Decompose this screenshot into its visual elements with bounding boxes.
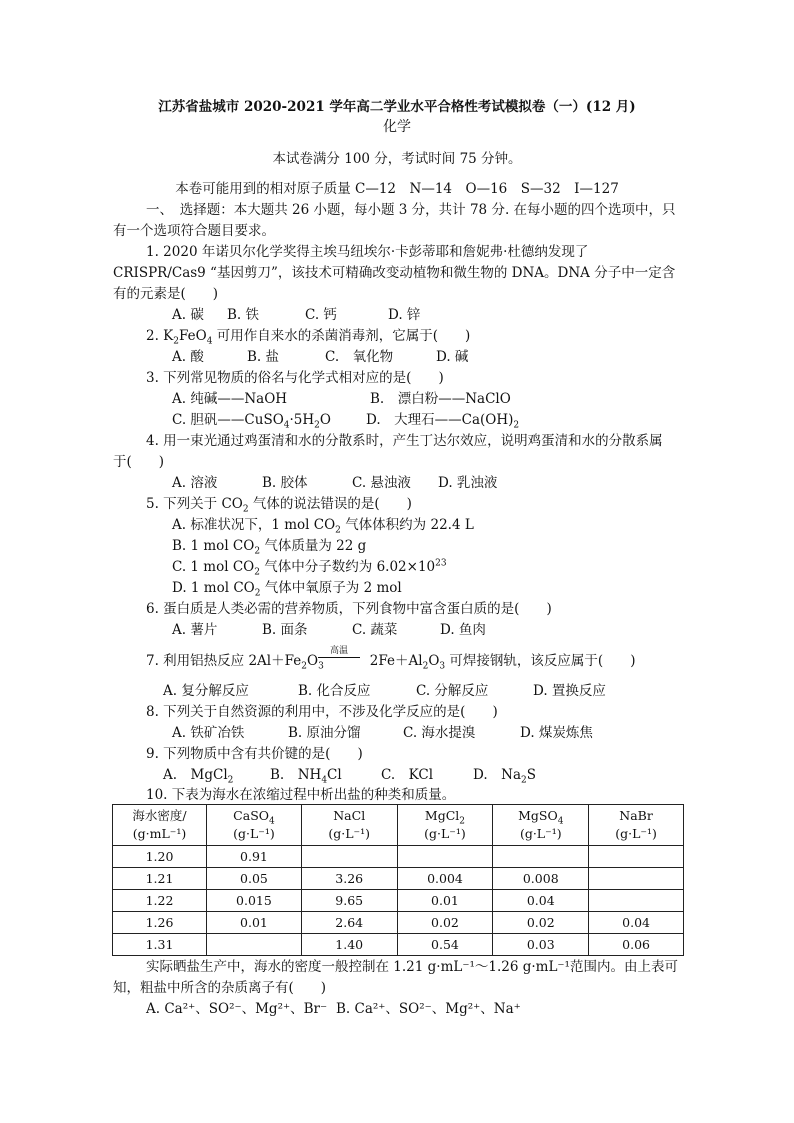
question-7-option-b[interactable]: B. 化合反应 (298, 683, 371, 699)
question-1-stem-line2: CRISPR/Cas9 “基因剪刀”，该技术可精确改变动植物和微生物的 DNA。DNA 分子中一定含 (113, 265, 676, 281)
table-cell (589, 890, 684, 912)
table-row (113, 868, 684, 890)
question-8-option-c[interactable]: C. 海水提溴 (403, 725, 476, 741)
question-6-option-d[interactable]: D. 鱼肉 (440, 622, 486, 638)
question-4-option-c[interactable]: C. 悬浊液 (352, 475, 411, 491)
question-2-option-b[interactable]: B. 盐 (247, 349, 280, 365)
table-cell: 2.64 (301, 912, 397, 934)
table-cell: 0.015 (207, 890, 302, 912)
question-10-context: 实际晒盐生产中，海水的密度一般控制在 1.21 g·mL⁻¹～1.26 g·mL⁻¹范围内。由上表可 (146, 959, 678, 975)
question-10-context-line2: 知，粗盐中所含的杂质离子有( ) (113, 980, 327, 996)
exam-title: 江苏省盐城市 2020-2021 学年高二学业水平合格性考试模拟卷（一）(12 月) (158, 99, 636, 115)
question-5-stem: 5. 下列关于 $CO_2$ 气体的说法错误的是( ) (146, 496, 412, 515)
table-cell: 0.04 (493, 890, 589, 912)
question-1-option-a[interactable]: A. 碳 (172, 307, 204, 323)
table-cell: 0.91 (207, 846, 302, 868)
question-6-option-c[interactable]: C. 蔬菜 (352, 622, 398, 638)
question-6-stem: 6. 蛋白质是人类必需的营养物质，下列食物中富含蛋白质的是( ) (146, 601, 552, 617)
question-2-option-a[interactable]: A. 酸 (172, 349, 204, 365)
table-cell: 9.65 (301, 890, 397, 912)
question-1-option-c[interactable]: C. 钙 (305, 307, 337, 323)
question-5-option-d[interactable]: D. 1 mol $CO_2$ 气体中氧原子为 2 mol (172, 580, 402, 599)
question-7-option-a[interactable]: A. 复分解反应 (163, 683, 249, 699)
question-7-stem: 7. 利用铝热反应 $2Al+Fe_2O_3$ $2Fe+Al_2O_3$ 可焊接钢轨，该反应属于( ) (146, 653, 636, 672)
table-cell (397, 846, 493, 868)
question-3-option-b[interactable]: B. 漂白粉——NaClO (370, 391, 511, 407)
table-row (113, 846, 684, 868)
table-cell: 1.21 (113, 868, 207, 890)
table-cell (301, 846, 397, 868)
question-1-stem: 1. 2020 年诺贝尔化学奖得主埃马纽埃尔·卡彭蒂耶和詹妮弗·杜德纳发现了 (146, 244, 589, 260)
table-row (113, 934, 684, 956)
question-4-stem: 4. 用一束光通过鸡蛋清和水的分散系时，产生丁达尔效应，说明鸡蛋清和水的分散系属 (146, 433, 663, 449)
question-1-option-d[interactable]: D. 锌 (388, 307, 421, 323)
question-3-option-a[interactable]: A. 纯碱——NaOH (172, 391, 288, 407)
question-9-option-a[interactable]: A. MgCl$_2$ (163, 767, 234, 786)
seawater-salt-table (112, 804, 684, 956)
question-9-option-c[interactable]: C. KCl (381, 767, 434, 783)
table-cell: 0.02 (397, 912, 493, 934)
question-1-option-b[interactable]: B. 铁 (227, 307, 260, 323)
section-instructions-cont: 有一个选项符合题目要求。 (113, 223, 275, 239)
table-cell: 0.008 (493, 868, 589, 890)
question-8-option-a[interactable]: A. 铁矿冶铁 (172, 725, 245, 741)
atomic-mass-info: 本卷可能用到的相对原子质量 C—12 N—14 O—16 S—32 I—127 (175, 181, 619, 197)
question-6-option-b[interactable]: B. 面条 (262, 622, 308, 638)
table-cell: 1.40 (301, 934, 397, 956)
question-8-option-b[interactable]: B. 原油分馏 (288, 725, 361, 741)
table-cell: 0.01 (207, 912, 302, 934)
table-cell: 0.05 (207, 868, 302, 890)
table-row (113, 912, 684, 934)
table-cell (207, 934, 302, 956)
question-1-stem-line3: 有的元素是( ) (113, 286, 219, 302)
table-cell: 1.22 (113, 890, 207, 912)
table-header-cell: MgSO$_4$ (g·L⁻¹) (493, 805, 589, 846)
table-cell: 1.26 (113, 912, 207, 934)
question-6-option-a[interactable]: A. 薯片 (172, 622, 218, 638)
question-2-stem: 2. $K_2FeO_4$ 可用作自来水的杀菌消毒剂，它属于( ) (146, 328, 471, 347)
question-9-option-d[interactable]: D. $Na_2S$ (473, 767, 536, 786)
question-5-option-b[interactable]: B. 1 mol $CO_2$ 气体质量为 22 g (172, 538, 367, 557)
question-4-option-a[interactable]: A. 溶液 (172, 475, 218, 491)
table-cell (493, 846, 589, 868)
table-header-cell: 海水密度/ (g·mL⁻¹) (113, 805, 207, 846)
table-cell: 0.02 (493, 912, 589, 934)
table-cell: 1.31 (113, 934, 207, 956)
question-3-option-c[interactable]: C. 胆矾$——CuSO_4\cdot 5H_2O$ (172, 412, 331, 431)
question-3-stem: 3. 下列常见物质的俗名与化学式相对应的是( ) (146, 370, 444, 386)
question-9-stem: 9. 下列物质中含有共价键的是( ) (146, 746, 363, 762)
question-5-option-a[interactable]: A. 标准状况下，1 mol $CO_2$ 气体体积约为 22.4 L (172, 517, 474, 536)
table-cell: 0.04 (589, 912, 684, 934)
question-4-option-d[interactable]: D. 乳浊液 (438, 475, 498, 491)
exam-info: 本试卷满分 100 分，考试时间 75 分钟。 (272, 151, 522, 167)
table-cell: 0.06 (589, 934, 684, 956)
table-header-cell: NaBr (g·L⁻¹) (589, 805, 684, 846)
question-7-option-d[interactable]: D. 置换反应 (533, 683, 606, 699)
table-cell (589, 868, 684, 890)
question-4-stem-line2: 于( ) (113, 454, 165, 470)
section-instructions: 一、 选择题：本大题共 26 小题，每小题 3 分，共计 78 分. 在每小题的四个选项中，只 (146, 202, 676, 218)
subject-label: 化学 (383, 119, 411, 135)
question-7-option-c[interactable]: C. 分解反应 (416, 683, 489, 699)
question-2-option-d[interactable]: D. 碱 (436, 349, 469, 365)
question-5-option-c[interactable]: C. 1 mol $CO_2$ 气体中分子数约为 $6.02\times 10^{23}$ (172, 558, 447, 578)
question-9-option-b[interactable]: B. $NH_4Cl$ (270, 767, 342, 786)
table-header-cell: MgCl$_2$ (g·L⁻¹) (397, 805, 493, 846)
table-cell: 0.03 (493, 934, 589, 956)
table-cell (589, 846, 684, 868)
question-8-stem: 8. 下列关于自然资源的利用中，不涉及化学反应的是( ) (146, 704, 498, 720)
table-cell: 0.004 (397, 868, 493, 890)
table-cell: 3.26 (301, 868, 397, 890)
table-row (113, 890, 684, 912)
question-3-option-d[interactable]: D. 大理石$——Ca(OH)_2$ (366, 412, 520, 431)
table-cell: 1.20 (113, 846, 207, 868)
table-cell: 0.54 (397, 934, 493, 956)
table-header-cell: CaSO$_4$ (g·L⁻¹) (207, 805, 302, 846)
reaction-condition: 高温 (318, 646, 360, 658)
question-4-option-b[interactable]: B. 胶体 (262, 475, 308, 491)
question-10-stem: 10. 下表为海水在浓缩过程中析出盐的种类和质量。 (146, 787, 456, 803)
table-header-row (113, 805, 684, 846)
question-2-option-c[interactable]: C. 氧化物 (325, 349, 394, 365)
table-header-cell: NaCl (g·L⁻¹) (301, 805, 397, 846)
question-8-option-d[interactable]: D. 煤炭炼焦 (520, 725, 593, 741)
question-10-option-a[interactable]: A. Ca²⁺、SO²⁻、Mg²⁺、Br⁻ (146, 1001, 328, 1017)
question-10-option-b[interactable]: B. Ca²⁺、SO²⁻、Mg²⁺、Na⁺ (336, 1001, 521, 1017)
table-cell: 0.01 (397, 890, 493, 912)
